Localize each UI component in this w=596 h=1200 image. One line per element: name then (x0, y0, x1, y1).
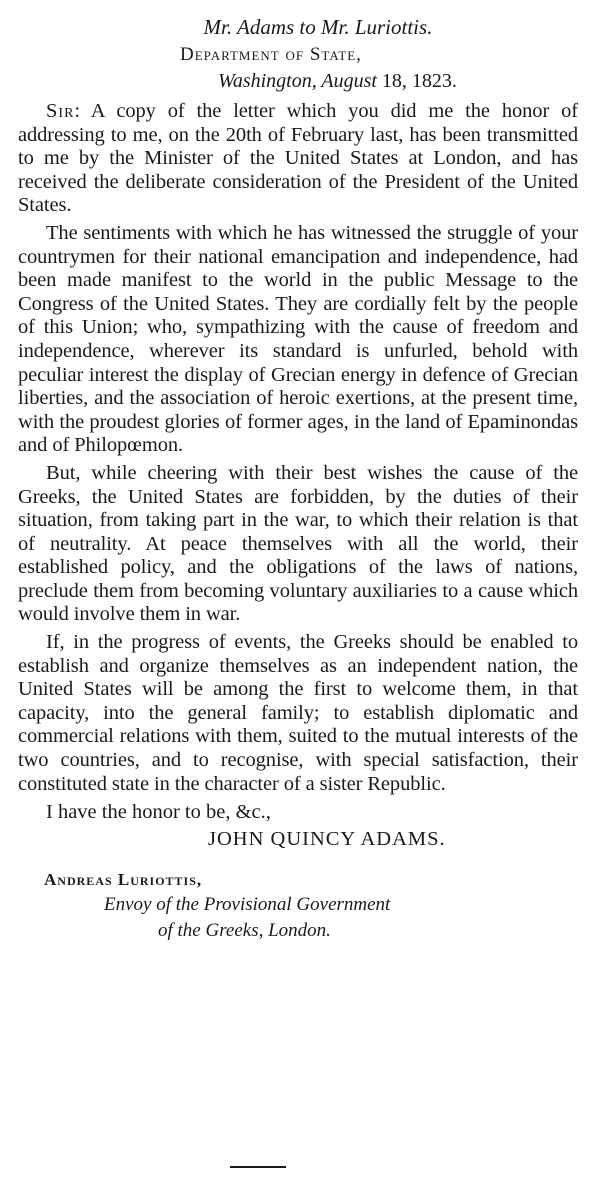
paragraph-3: But, while cheering with their best wishes the cause of the Greeks, the United States are forbidden, by the duties of their situation, from taking part in the war, to which their relation is that of neutrality. At peace themselves with all the world, their established policy, and the obligations of the laws of nations, preclude them from becoming voluntary auxiliaries to a cause which would involve them in war. (18, 461, 578, 626)
addressee-name: Andreas Luriottis, (44, 870, 203, 890)
letter-page (18, 14, 578, 1186)
paragraph-2: The sentiments with which he has witnessed the struggle of your countrymen for their national emancipation and independence, had been made manifest to the world in the public Message to the Congress of the United States. They are cordially felt by the people of this Union; who, sympathizing with the cause of freedom and independence, wherever its standard is unfurled, behold with peculiar interest the display of Grecian energy in defence of Grecian liberties, and the association of heroic exertions, at the present time, with the proudest glories of former ages, in the land of Epaminondas and of Philopœmon. (18, 221, 578, 457)
paragraph-4: If, in the progress of events, the Greeks should be enabled to establish and organize themselves as an independent nation, the United States will be among the first to welcome them, in that capacity, into the general family; to establish diplomatic and commercial relations with them, suited to the mutual interests of the two countries, and to recognise, with special satisfaction, their constituted state in the character of a sister Republic. (18, 631, 578, 795)
closing-rule (230, 1166, 286, 1168)
letter-body (18, 100, 578, 796)
paragraph-1 (18, 100, 578, 218)
closing-line: I have the honor to be, &c., (46, 801, 271, 824)
addressee-title-line-1: Envoy of the Provisional Government (104, 894, 391, 916)
paragraph-1-text: : A copy of the letter which you did me the honor of addressing to me, on the 20th of February last, has been transmitted to me by the Minister of the United States at London, and has received the deliberate consideration of the President of the United States. (18, 100, 578, 217)
addressee-title-line-2: of the Greeks, London. (158, 920, 331, 942)
signature: JOHN QUINCY ADAMS. (208, 828, 446, 851)
department-line: Department of State, (180, 44, 362, 65)
salutation: Sir (46, 100, 75, 122)
letter-heading: Mr. Adams to Mr. Luriottis. (203, 15, 433, 39)
dateline-place: Washington, August (218, 70, 377, 92)
dateline-date: 18, 1823. (376, 70, 457, 92)
dateline (218, 68, 578, 94)
